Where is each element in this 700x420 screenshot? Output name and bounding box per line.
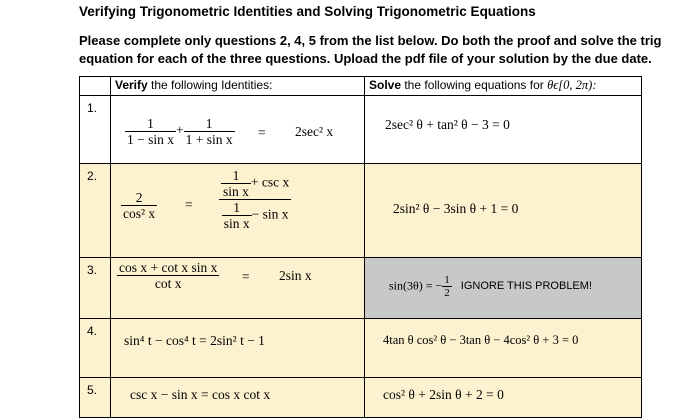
complex-fraction: $\frac{1}{\text{sin x}}$ + csc x $\frac{1}{\text{sin x}}$ − sin x [219,168,291,231]
verify-cell: $\frac{1}{\text{1 − sin x}}$ + $\frac{1}{\text{1 + sin x}}$ = 2sec² x [111,96,365,164]
solve-cell-ignored: sin(3θ) = − $\frac{1}{2}$ IGNORE THIS PROBLEM! [365,258,642,319]
problems-table [79,76,642,418]
fraction: $\frac{2}{\text{cos² x}}$ [123,190,156,221]
ignore-note: IGNORE THIS PROBLEM! [460,280,592,293]
solve-cell: cos² θ + 2sin θ + 2 = 0 [365,378,642,418]
fraction: $\frac{\text{cos x + cot x sin x}}{\text{cot x}}$ [119,260,218,291]
table-row [80,258,642,319]
table-row [80,96,642,164]
instructions-line-2: equation for each of the three questions. Upload the pdf file of your solution by the due date. [79,51,652,66]
table-header-row [80,77,642,96]
row-number: 4. [80,319,111,378]
row-number: 2. [80,164,111,258]
solve-cell: 2sec² θ + tan² θ − 3 = 0 [365,96,642,164]
verify-cell: sin⁴ t − cos⁴ t = 2sin² t − 1 [111,319,365,378]
instructions-line-1: Please complete only questions 2, 4, 5 from the list below. Do both the proof and solve the trig [79,33,662,48]
row-number: 3. [80,258,111,319]
table-row [80,378,642,418]
page-title: Verifying Trigonometric Identities and Solving Trigonometric Equations [79,4,536,19]
fraction: $\frac{1}{\text{1 − sin x}}$ [127,116,174,147]
row-number: 1. [80,96,111,164]
header-verify: Verify the following Identities: [111,77,365,96]
table-row [80,164,642,258]
verify-cell: csc x − sin x = cos x cot x [111,378,365,418]
solve-cell: 2sin² θ − 3sin θ + 1 = 0 [365,164,642,258]
row-number: 5. [80,378,111,418]
header-number [80,77,111,96]
fraction: $\frac{1}{2}$ [444,274,450,299]
verify-cell: $\frac{2}{\text{cos² x}}$ = $\frac{1}{\text{sin x}}$ + csc x $\frac{1}{\text{sin x}}$ − sin x [111,164,365,258]
fraction: $\frac{1}{\text{1 + sin x}}$ [185,116,233,147]
verify-cell: $\frac{\text{cos x + cot x sin x}}{\text{cot x}}$ = 2sin x [111,258,365,319]
table-row [80,319,642,378]
header-solve: Solve the following equations for θϵ[0, 2π): [365,77,642,96]
solve-cell: 4tan θ cos² θ − 3tan θ − 4cos² θ + 3 = 0 [365,319,642,378]
